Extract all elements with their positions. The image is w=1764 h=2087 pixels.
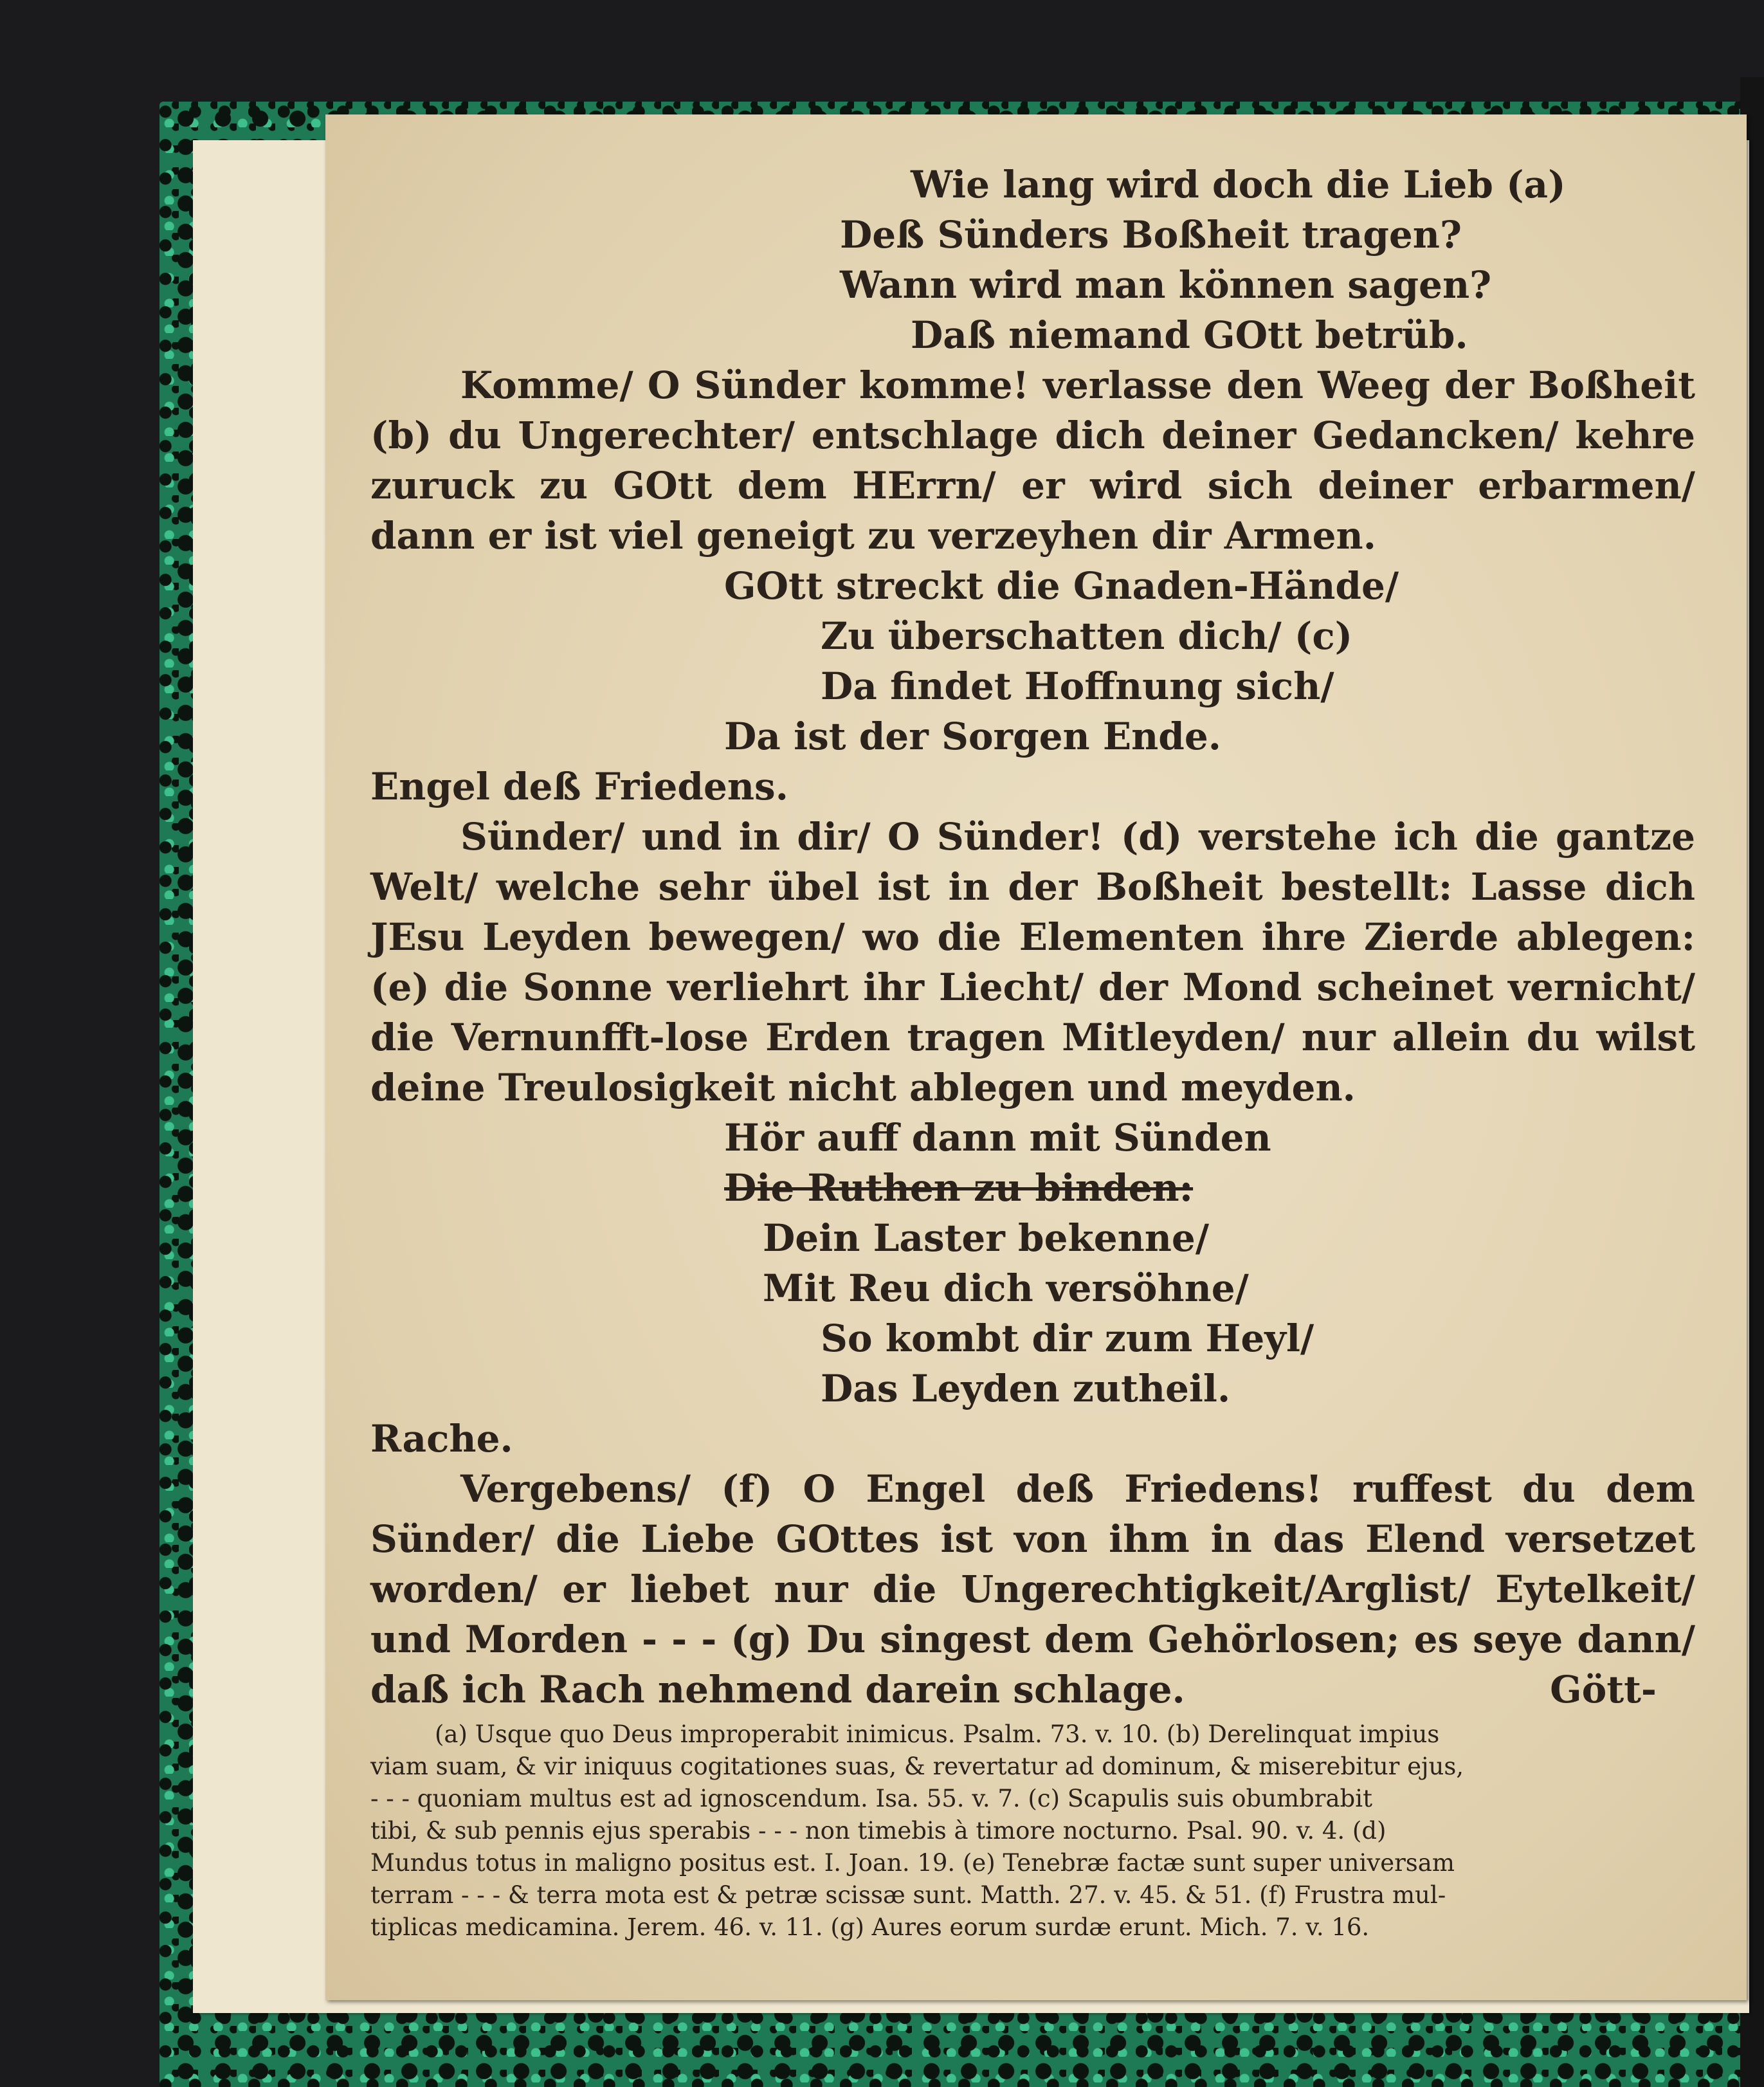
verse-line: Da ist der Sorgen Ende. xyxy=(724,715,1221,758)
footnote-line: (a) Usque quo Deus improperabit inimicus. Psalm. 73. v. 10. (b) Derelinquat impius xyxy=(435,1720,1440,1748)
prose-paragraph-1: Komme/ O Sünder komme! verlasse den Weeg der Boßheit (b) du Ungerechter/ entschlage dich deiner Gedancken/ kehre zuruck zu GOtt dem HErrn/ er wird sich deiner erbarmen/ dann er ist viel geneigt zu verzeyhen dir Armen. xyxy=(370,363,1695,558)
page-text xyxy=(370,159,1695,1944)
speaker-heading-1: Engel deß Friedens. xyxy=(370,765,788,808)
verse-2 xyxy=(724,561,1695,761)
footnotes xyxy=(370,1718,1695,1944)
verse-line: GOtt streckt die Gnaden-Hände/ xyxy=(724,564,1399,608)
footnote-line: - - - quoniam multus est ad ignoscendum. Isa. 55. v. 7. (c) Scapulis suis obumbrabit xyxy=(370,1785,1372,1812)
prose-paragraph-3 xyxy=(370,1464,1695,1715)
footnote-line: viam suam, & vir iniquus cogitationes suas, & revertatur ad dominum, & miserebitur ejus, xyxy=(370,1753,1464,1780)
verse-line: Wie lang wird doch die Lieb (a) xyxy=(911,163,1566,206)
verse-line: Zu überschatten dich/ (c) xyxy=(821,614,1353,658)
prose-paragraph-2: Sünder/ und in dir/ O Sünder! (d) verstehe ich die gantze Welt/ welche sehr übel ist in der Boßheit bestellt: Lasse dich JEsu Leyden bewegen/ wo die Elementen ihre Zierde ablegen: (e) die Sonne verliehrt ihr Liecht/ der Mond scheinet vernicht/ die Vernunfft-lose Erden tragen Mitleyden/ nur allein du wilst deine Treulosigkeit nicht ablegen und meyden. xyxy=(370,815,1695,1109)
verse-1 xyxy=(840,159,1695,360)
verse-line: Dein Laster bekenne/ xyxy=(763,1216,1210,1260)
book-page xyxy=(325,114,1747,2000)
verse-3 xyxy=(724,1113,1695,1414)
verse-line: Mit Reu dich versöhne/ xyxy=(763,1266,1249,1310)
verse-line: So kombt dir zum Heyl/ xyxy=(821,1317,1314,1360)
footnote-line: tiplicas medicamina. Jerem. 46. v. 11. (g) Aures eorum surdæ erunt. Mich. 7. v. 16. xyxy=(370,1913,1370,1941)
verse-line: Wann wird man können sagen? xyxy=(840,263,1492,307)
verse-line: Das Leyden zutheil. xyxy=(821,1367,1231,1410)
footnote-line: Mundus totus in maligno positus est. I. Joan. 19. (e) Tenebræ factæ sunt super universam xyxy=(370,1849,1455,1877)
catchword: Gött- xyxy=(1550,1668,1657,1711)
footnote-line: tibi, & sub pennis ejus sperabis - - - non timebis à timore nocturno. Psal. 90. v. 4. (d) xyxy=(370,1817,1387,1845)
verse-line: Die Ruthen zu binden: xyxy=(724,1166,1194,1210)
verse-line: Da findet Hoffnung sich/ xyxy=(821,664,1334,708)
prose-paragraph-3-text: Vergebens/ (f) O Engel deß Friedens! ruffest du dem Sünder/ die Liebe GOttes ist von ihm in das Elend versetzet worden/ er liebet nur die Ungerechtigkeit/Arglist/ Eytelkeit/ und Morden - - - (g) Du singest dem Gehörlosen; es seye dann/ daß ich Rach nehmend darein schlage. xyxy=(370,1467,1695,1711)
speaker-heading-2: Rache. xyxy=(370,1417,513,1461)
verse-line: Daß niemand GOtt betrüb. xyxy=(911,313,1468,357)
verse-line: Hör auff dann mit Sünden xyxy=(724,1116,1271,1160)
verse-line: Deß Sünders Boßheit tragen? xyxy=(840,213,1462,257)
footnote-line: terram - - - & terra mota est & petræ scissæ sunt. Matth. 27. v. 45. & 51. (f) Frustra mul- xyxy=(370,1881,1446,1909)
